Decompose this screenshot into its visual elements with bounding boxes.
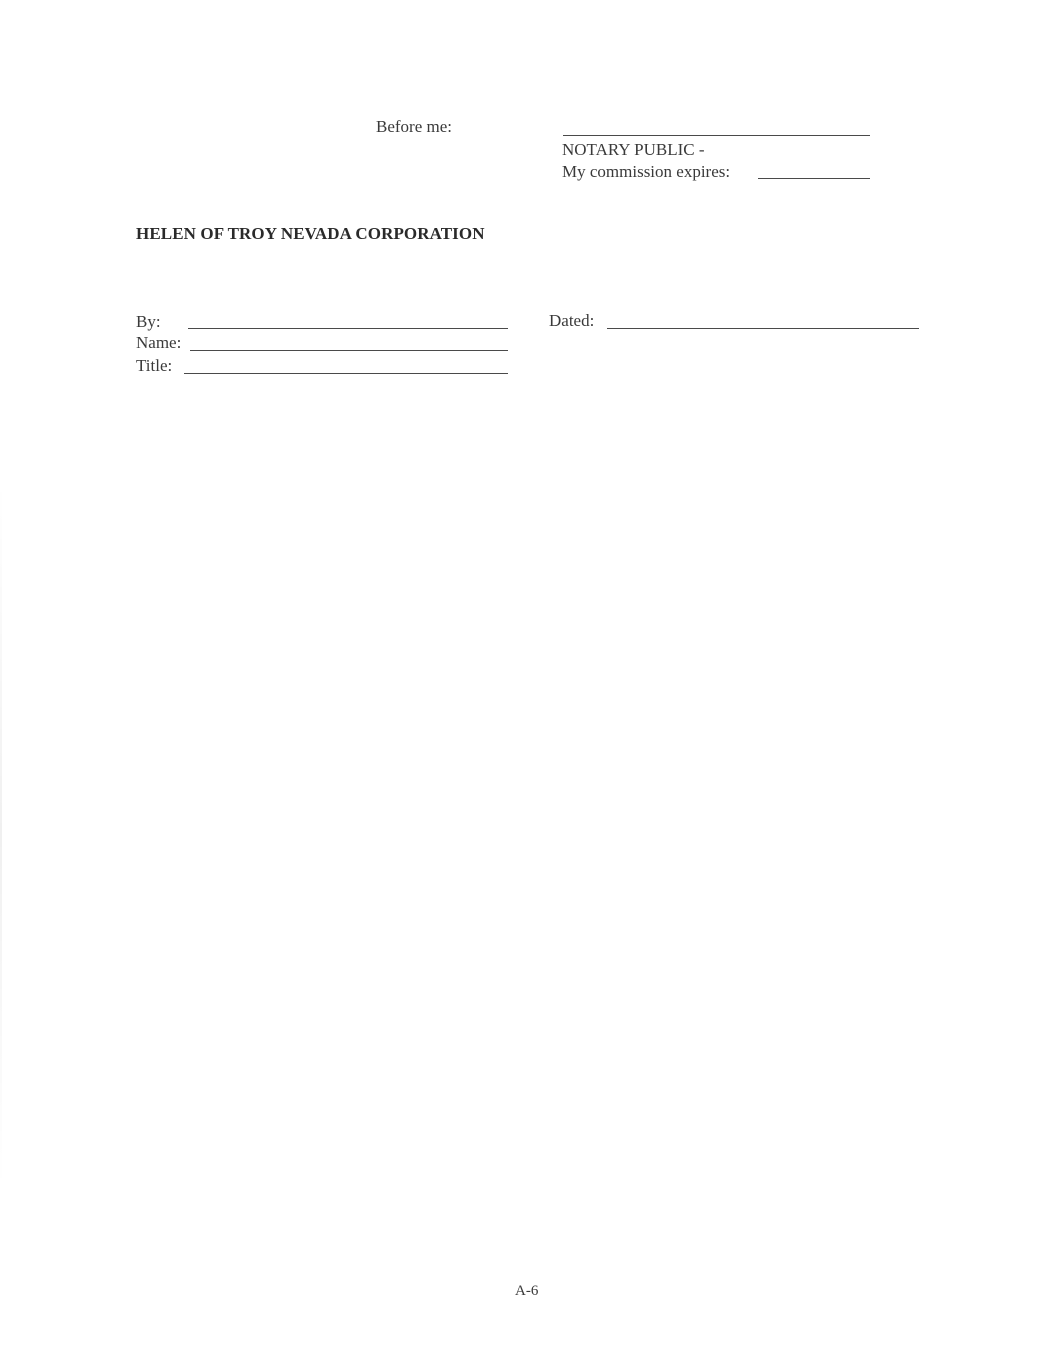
by-label: By: [136, 312, 161, 331]
title-label: Title: [136, 356, 173, 375]
dated-line [607, 328, 919, 329]
before-me-label: Before me: [376, 117, 452, 136]
commission-expires-line [758, 178, 870, 179]
by-signature-line [188, 328, 508, 329]
notary-signature-line [563, 135, 870, 136]
title-line [184, 373, 508, 374]
notary-public-label: NOTARY PUBLIC - [562, 140, 705, 159]
dated-label: Dated: [549, 311, 595, 330]
company-heading: HELEN OF TROY NEVADA CORPORATION [136, 224, 485, 243]
name-label: Name: [136, 333, 182, 352]
page-number: A-6 [515, 1283, 539, 1299]
commission-expires-label: My commission expires: [562, 162, 731, 181]
scan-edge-shadow [0, 480, 2, 1190]
name-line [190, 350, 508, 351]
